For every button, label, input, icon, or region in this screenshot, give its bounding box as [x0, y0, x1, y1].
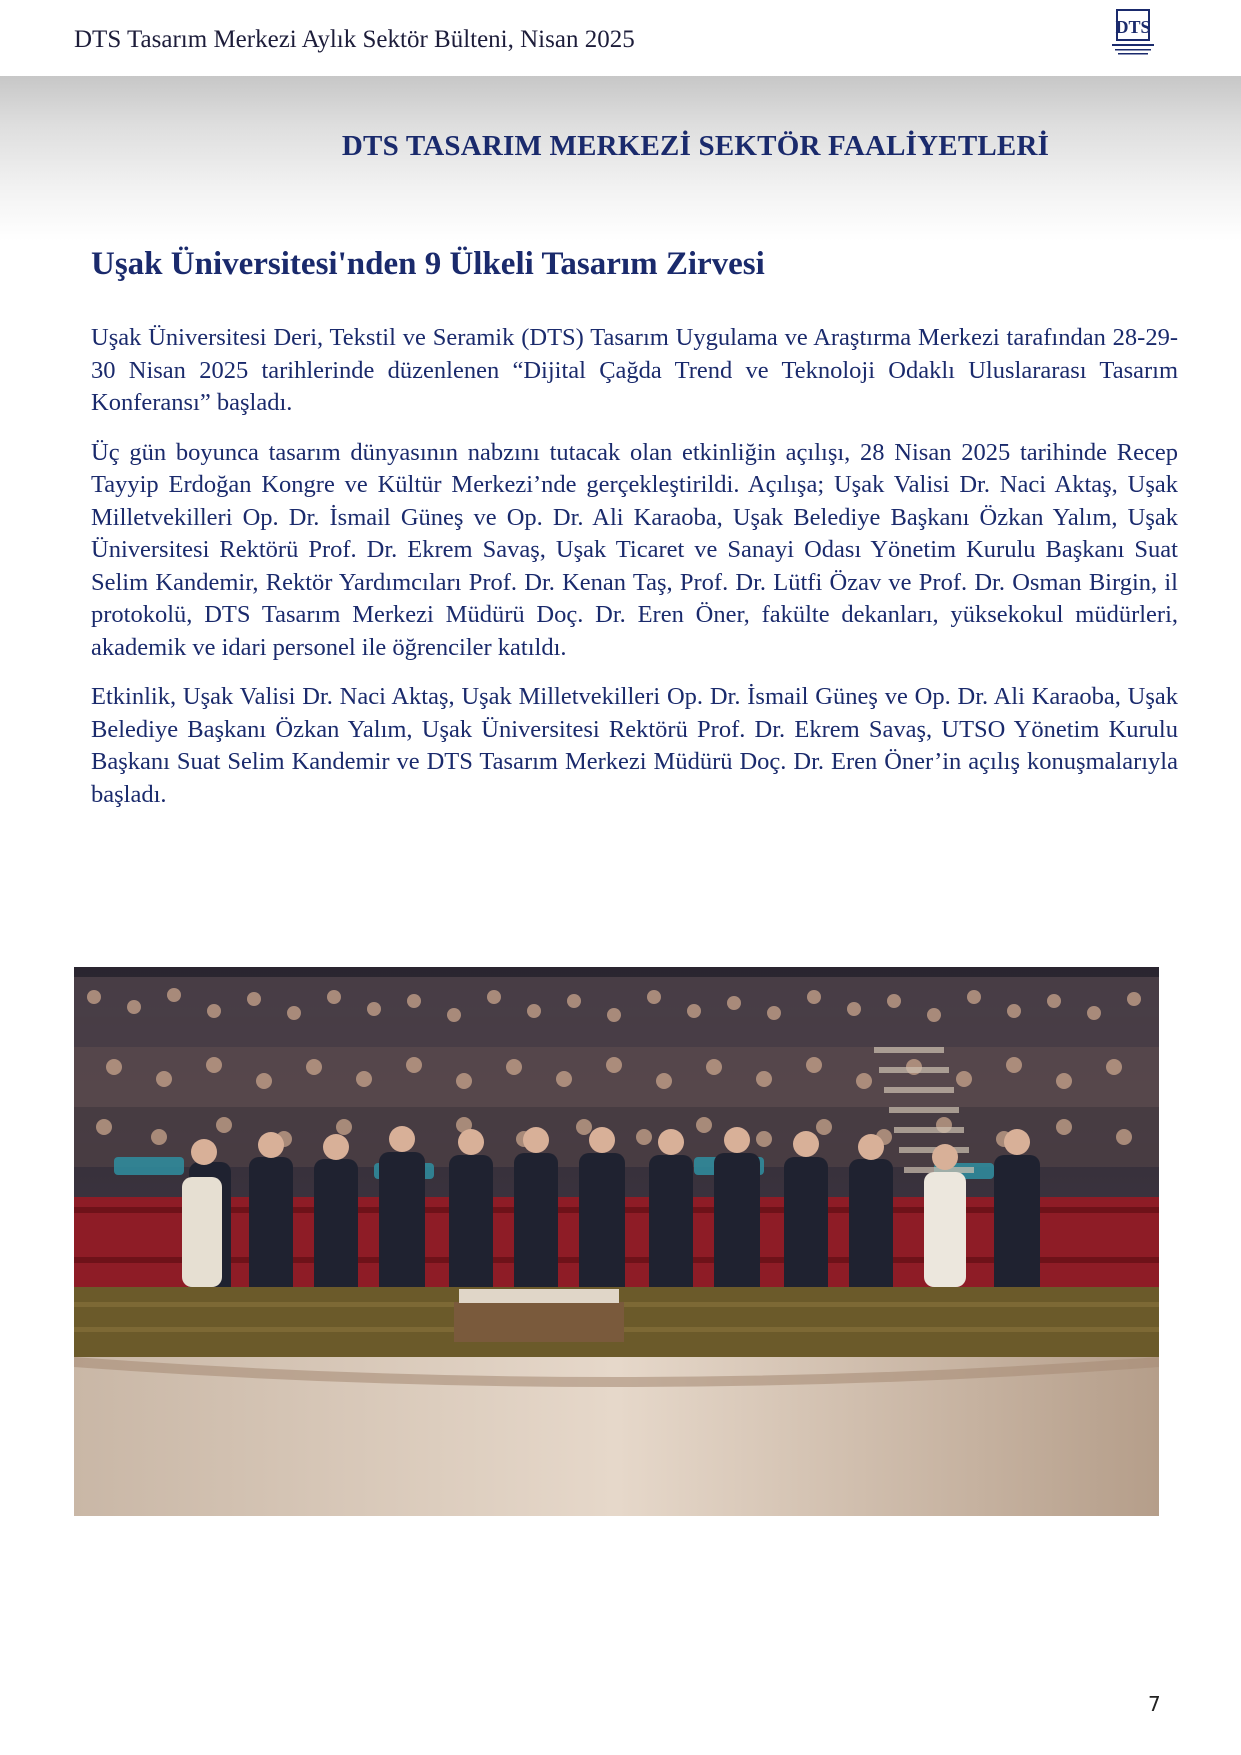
- event-photo: [74, 967, 1159, 1516]
- page-number: 7: [1148, 1692, 1161, 1716]
- article-paragraph-3: Etkinlik, Uşak Valisi Dr. Naci Aktaş, Uşak Milletvekilleri Op. Dr. İsmail Güneş ve Op. Dr. Ali Karaoba, Uşak Belediye Başkanı Özkan Yalım, Uşak Üniversitesi Rektörü Prof. Dr. Ekrem Savaş, UTSO Yönetim Kurulu Başkanı Suat Selim Kandemir ve DTS Tasarım Merkezi Müdürü Doç. Dr. Eren Öner’in açılış konuşmalarıyla başladı.: [91, 683, 1178, 808]
- article-body: [91, 322, 1178, 828]
- article-paragraph-2: Üç gün boyunca tasarım dünyasının nabzını tutacak olan etkinliğin açılışı, 28 Nisan 2025 tarihinde Recep Tayyip Erdoğan Kongre ve Kültür Merkezi’nde gerçekleştirildi. Açılışa; Uşak Valisi Dr. Naci Aktaş, Uşak Milletvekilleri Op. Dr. İsmail Güneş ve Op. Dr. Ali Karaoba, Uşak Belediye Başkanı Özkan Yalım, Uşak Üniversitesi Rektörü Prof. Dr. Ekrem Savaş, Uşak Ticaret ve Sanayi Odası Yönetim Kurulu Başkanı Suat Selim Kandemir, Rektör Yardımcıları Prof. Dr. Kenan Taş, Prof. Dr. Lütfi Özav ve Prof. Dr. Osman Birgin, il protokolü, DTS Tasarım Merkezi Müdürü Doç. Dr. Eren Öner, fakülte dekanları, yüksekokul müdürleri, akademik ve idari personel ile öğrenciler katıldı.: [91, 438, 1178, 661]
- article-title: Uşak Üniversitesi'nden 9 Ülkeli Tasarım Zirvesi: [91, 246, 765, 282]
- logo-lettering: DTS: [1115, 17, 1151, 37]
- dts-logo: [1108, 8, 1158, 58]
- article-paragraph-1: Uşak Üniversitesi Deri, Tekstil ve Seramik (DTS) Tasarım Uygulama ve Araştırma Merkezi tarafından 28-29-30 Nisan 2025 tarihlerinde düzenlenen “Dijital Çağda Trend ve Teknoloji Odaklı Uluslararası Tasarım Konferansı” başladı.: [91, 324, 1178, 416]
- section-title: DTS TASARIM MERKEZİ SEKTÖR FAALİYETLERİ: [341, 130, 1050, 162]
- running-header: DTS Tasarım Merkezi Aylık Sektör Bülteni, Nisan 2025: [74, 26, 635, 53]
